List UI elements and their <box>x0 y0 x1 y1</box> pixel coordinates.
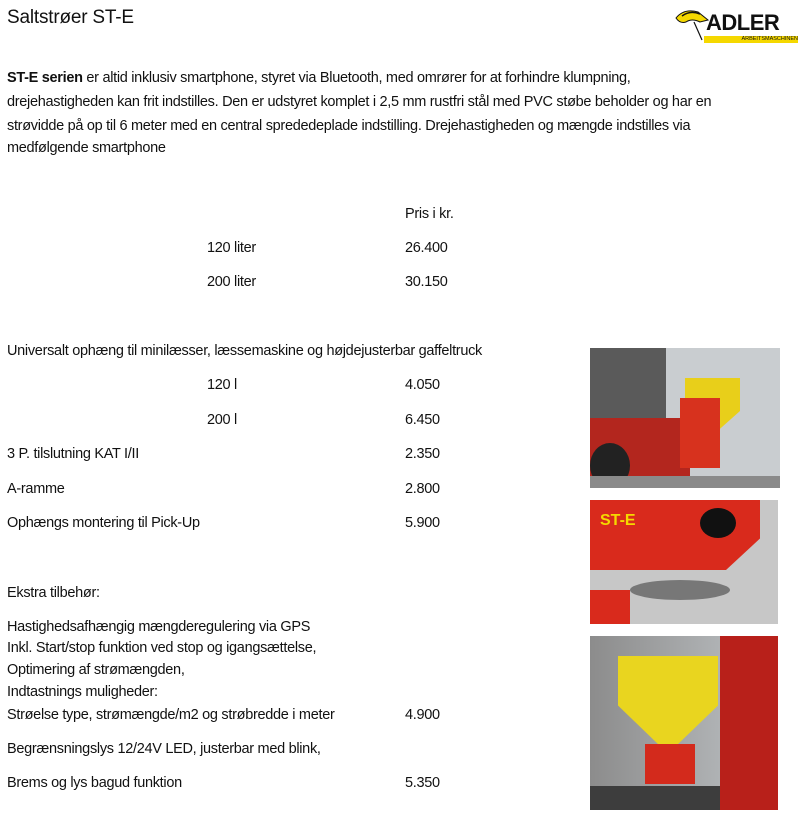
logo-brand: ADLER <box>706 10 780 35</box>
mount-price: 6.450 <box>405 412 440 428</box>
photo-spreader-on-loader <box>590 636 778 810</box>
page-title: Saltstrøer ST-E <box>7 7 134 28</box>
logo-tagline: ARBEITSMASCHINEN <box>704 36 798 43</box>
option-label: Ophængs montering til Pick-Up <box>7 515 200 531</box>
price-header: Pris i kr. <box>405 206 454 222</box>
extras-heading: Ekstra tilbehør: <box>7 585 100 601</box>
intro-line-3: strøvidde på op til 6 meter med en central sprededeplade indstilling. Drejehastigheden og mængde indstilles via <box>7 118 691 134</box>
photo-spreader-closeup <box>590 500 778 624</box>
light-price: 5.350 <box>405 775 440 791</box>
adler-logo <box>672 4 800 44</box>
model-label: 120 liter <box>207 240 256 256</box>
mount-label: 200 l <box>207 412 237 428</box>
light-line: Brems og lys bagud funktion <box>7 775 182 791</box>
intro-line-1: ST-E serien er altid inklusiv smartphone, styret via Bluetooth, med omrører for at forhindre klumpning, <box>7 70 631 86</box>
photo-spreader-on-tractor <box>590 348 780 488</box>
photo-label: ST-E <box>600 512 636 529</box>
model-price: 30.150 <box>405 274 448 290</box>
gps-line: Hastighedsafhængig mængderegulering via GPS <box>7 619 311 635</box>
mount-heading: Universalt ophæng til minilæsser, læssemaskine og højdejusterbar gaffeltruck <box>7 343 482 359</box>
gps-line: Optimering af strømængden, <box>7 662 185 678</box>
option-label: A-ramme <box>7 481 65 497</box>
gps-line: Inkl. Start/stop funktion ved stop og igangsættelse, <box>7 640 317 656</box>
mount-price: 4.050 <box>405 377 440 393</box>
option-label: 3 P. tilslutning KAT I/II <box>7 446 139 462</box>
option-price: 2.350 <box>405 446 440 462</box>
gps-price: 4.900 <box>405 707 440 723</box>
model-label: 200 liter <box>207 274 256 290</box>
gps-line: Strøelse type, strømængde/m2 og strøbredde i meter <box>7 707 335 723</box>
light-line: Begrænsningslys 12/24V LED, justerbar med blink, <box>7 741 321 757</box>
intro-line-4: medfølgende smartphone <box>7 140 166 156</box>
gps-line: Indtastnings muligheder: <box>7 684 158 700</box>
mount-label: 120 l <box>207 377 237 393</box>
option-price: 5.900 <box>405 515 440 531</box>
intro-line-2: drejehastigheden kan frit indstilles. Den er udstyret komplet i 2,5 mm rustfri stål med PVC støbe beholder og har en <box>7 94 712 110</box>
option-price: 2.800 <box>405 481 440 497</box>
model-price: 26.400 <box>405 240 448 256</box>
